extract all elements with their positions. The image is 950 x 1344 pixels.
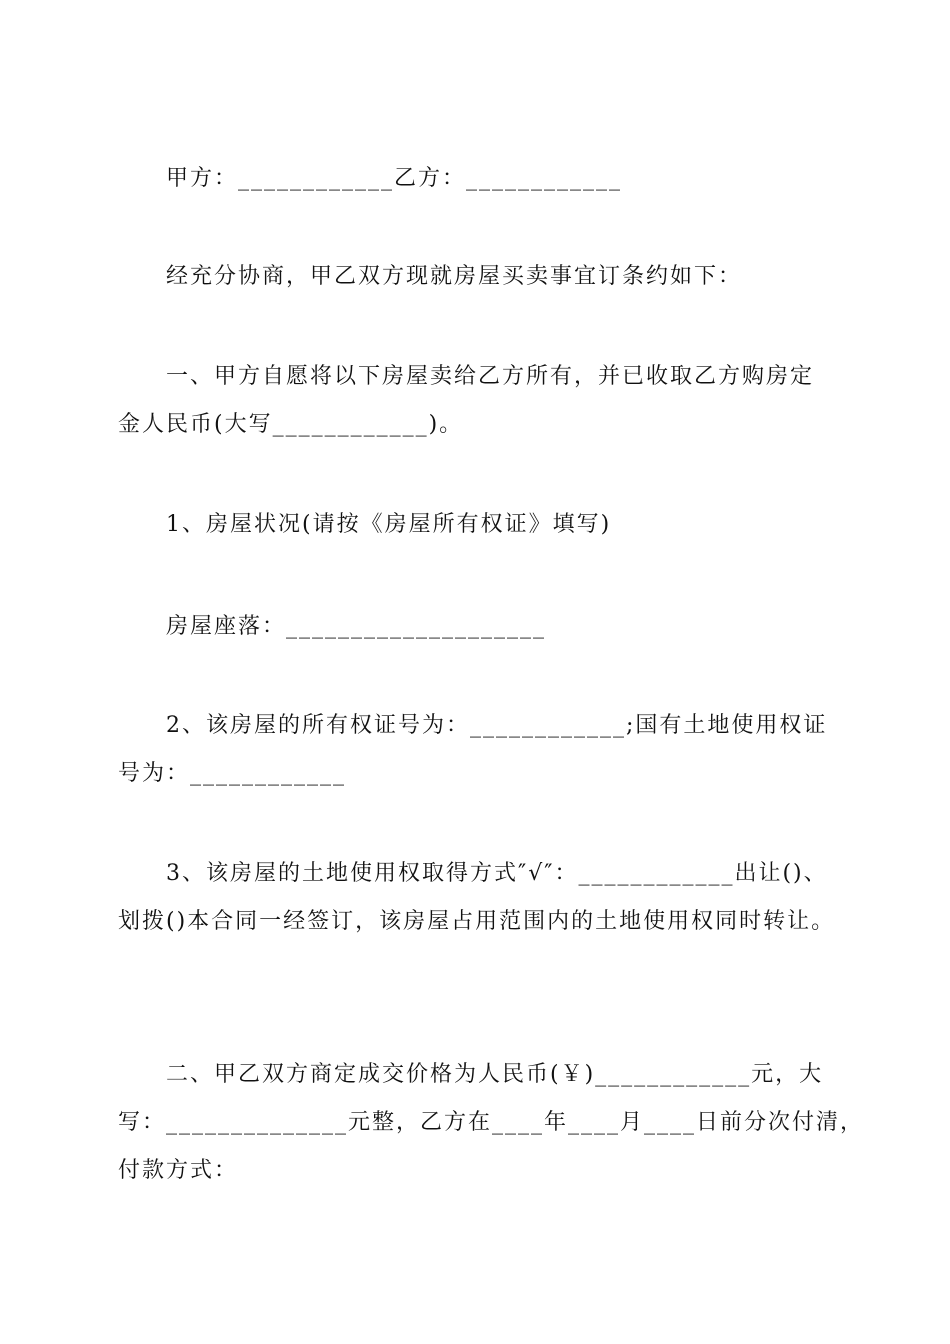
item-one-line: 1、房屋状况(请按《房屋所有权证》填写) xyxy=(166,512,612,537)
item-two-line-1: 2、该房屋的所有权证号为：____________;国有土地使用权证 xyxy=(166,713,828,738)
item-three-line-2: 划拨()本合同一经签订，该房屋占用范围内的土地使用权同时转让。 xyxy=(118,909,836,934)
parties-line: 甲方：____________乙方：____________ xyxy=(166,166,623,191)
item-three-paragraph xyxy=(118,850,838,946)
intro-paragraph xyxy=(118,253,838,301)
clause-two-line-3: 付款方式： xyxy=(118,1158,239,1183)
location-paragraph xyxy=(118,603,838,651)
location-line: 房屋座落：____________________ xyxy=(166,614,547,639)
clause-one-paragraph xyxy=(118,353,838,449)
item-one-paragraph xyxy=(118,501,838,549)
item-two-line-2: 号为：____________ xyxy=(118,761,347,786)
item-three-line-1: 3、该房屋的土地使用权取得方式″√″：____________出让()、 xyxy=(166,861,828,886)
parties-paragraph xyxy=(118,155,838,203)
clause-two-paragraph xyxy=(118,1051,865,1195)
clause-one-line-1: 一、甲方自愿将以下房屋卖给乙方所有，并已收取乙方购房定 xyxy=(166,364,815,389)
item-two-paragraph xyxy=(118,702,838,798)
clause-two-line-2: 写：______________元整，乙方在____年____月____日前分次付清， xyxy=(118,1110,865,1135)
clause-one-line-2: 金人民币(大写____________)。 xyxy=(118,412,464,437)
clause-two-line-1: 二、甲乙双方商定成交价格为人民币(￥)____________元，大 xyxy=(166,1062,824,1087)
intro-line: 经充分协商，甲乙双方现就房屋买卖事宜订条约如下： xyxy=(166,264,743,289)
